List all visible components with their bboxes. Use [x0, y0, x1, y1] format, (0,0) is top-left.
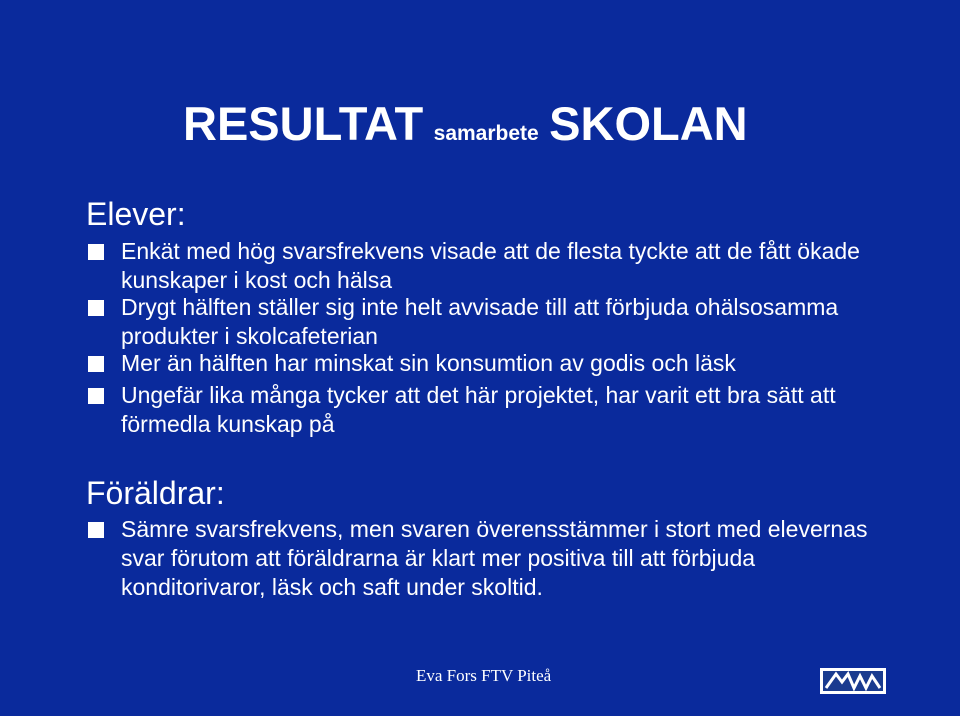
bullet-square-icon: [88, 388, 104, 404]
bullet-square-icon: [88, 522, 104, 538]
bullet-text: Mer än hälften har minskat sin konsumtion av godis och läsk: [121, 350, 736, 376]
slide-title: [183, 96, 748, 151]
title-word-skolan: SKOLAN: [549, 97, 748, 150]
bullet-square-icon: [88, 244, 104, 260]
nll-logo-icon: [820, 668, 886, 694]
bullet-text: Drygt hälften ställer sig inte helt avvisade till att förbjuda ohälsosamma produkter i skolcafeterian: [121, 294, 839, 349]
heading-elever: Elever:: [86, 196, 186, 232]
bullet-text: Sämre svarsfrekvens, men svaren överensstämmer i stort med elevernas svar förutom att föräldrarna är klart mer positiva till att förbjuda konditorivaror, läsk och saft under skoltid.: [121, 516, 868, 600]
bullet-square-icon: [88, 356, 104, 372]
title-word-resultat: RESULTAT: [183, 97, 424, 150]
bullet-text: Enkät med hög svarsfrekvens visade att de flesta tyckte att de fått ökade kunskaper i kost och hälsa: [121, 238, 860, 293]
title-word-samarbete: samarbete: [433, 122, 539, 145]
bullet-text: Ungefär lika många tycker att det här projektet, har varit ett bra sätt att förmedla kunskap på: [121, 382, 836, 437]
heading-foraldrar: Föräldrar:: [86, 475, 225, 511]
bullet-square-icon: [88, 300, 104, 316]
footer-author: Eva Fors FTV Piteå: [416, 666, 552, 685]
